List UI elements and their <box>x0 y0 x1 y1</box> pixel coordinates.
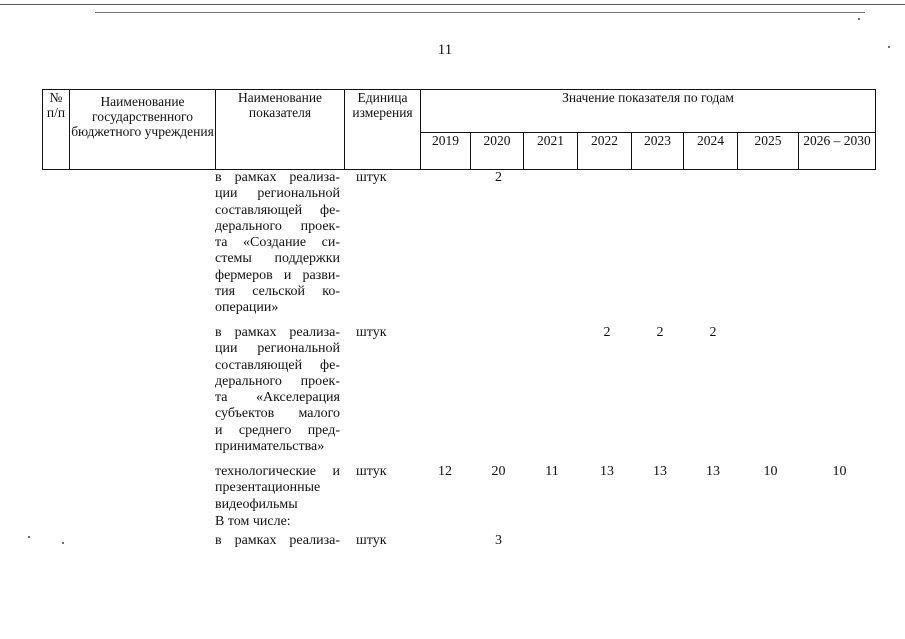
indicator-line: та «Создание си- <box>215 235 340 251</box>
indicator-line: стемы поддержки <box>215 251 340 267</box>
value-cell: 2 <box>603 325 611 340</box>
value-cell: 20 <box>491 464 506 479</box>
header-year-2026-2030: 2026 – 2030 <box>799 133 876 170</box>
value-cell: 2 <box>656 325 664 340</box>
value-cell: 12 <box>438 464 452 479</box>
indicator-line: и среднего пред- <box>215 422 340 438</box>
indicator-description <box>215 325 340 455</box>
value-cell: 2 <box>495 170 502 185</box>
indicator-line: в рамках реализа- <box>215 325 340 340</box>
header-year-2024: 2024 <box>684 133 738 170</box>
indicator-line: ции региональной <box>215 341 340 357</box>
indicator-description <box>215 170 340 317</box>
indicator-line: видеофильмы <box>215 496 298 512</box>
header-values-group: Значение показателя по годам <box>421 90 876 133</box>
indicator-line: субъектов малого <box>215 406 340 422</box>
indicator-line: в рамках реализа- <box>215 533 340 548</box>
indicator-description <box>215 533 340 549</box>
indicator-line: составляющей фе- <box>215 357 340 373</box>
page-number: 11 <box>437 42 453 58</box>
unit-cell: штук <box>356 325 387 340</box>
indicator-line: технологические и <box>215 464 340 479</box>
indicator-line: тия сельской ко- <box>215 284 340 300</box>
unit-cell: штук <box>356 170 387 185</box>
indicator-line: в рамках реализа- <box>215 170 340 185</box>
value-cell: 3 <box>495 533 502 548</box>
unit-cell: штук <box>356 533 387 548</box>
value-cell: 10 <box>763 464 778 479</box>
indicator-line: дерального проек- <box>215 218 340 234</box>
value-cell: 10 <box>832 464 847 479</box>
header-year-2020: 2020 <box>471 133 524 170</box>
header-indicator-column: Наименование показателя <box>216 90 345 170</box>
value-cell: 11 <box>545 464 559 479</box>
indicator-line: фермеров и разви- <box>215 267 340 283</box>
header-institution-column: Наименование государственного бюджетного учреждения <box>70 90 216 170</box>
value-cell: 2 <box>709 325 717 340</box>
indicator-line: презентационные <box>215 480 321 496</box>
header-year-2023: 2023 <box>632 133 684 170</box>
header-year-2022: 2022 <box>578 133 632 170</box>
header-number-column: № п/п <box>43 90 70 170</box>
header-unit-column: Единица измерения <box>345 90 421 170</box>
indicator-line: та «Акселерация <box>215 390 340 406</box>
indicator-line: ции региональной <box>215 186 340 202</box>
indicator-description <box>215 464 340 513</box>
indicator-description <box>215 514 340 530</box>
header-year-2021: 2021 <box>524 133 578 170</box>
indicator-line: принимательства» <box>215 439 325 455</box>
indicator-line: В том числе: <box>215 514 291 529</box>
value-cell: 13 <box>600 464 614 479</box>
indicator-line: составляющей фе- <box>215 202 340 218</box>
indicator-line: дерального проек- <box>215 373 340 389</box>
header-year-2019: 2019 <box>421 133 471 170</box>
indicator-line: операции» <box>215 300 279 316</box>
header-year-2025: 2025 <box>738 133 799 170</box>
value-cell: 13 <box>706 464 720 479</box>
value-cell: 13 <box>653 464 667 479</box>
unit-cell: штук <box>356 464 387 479</box>
